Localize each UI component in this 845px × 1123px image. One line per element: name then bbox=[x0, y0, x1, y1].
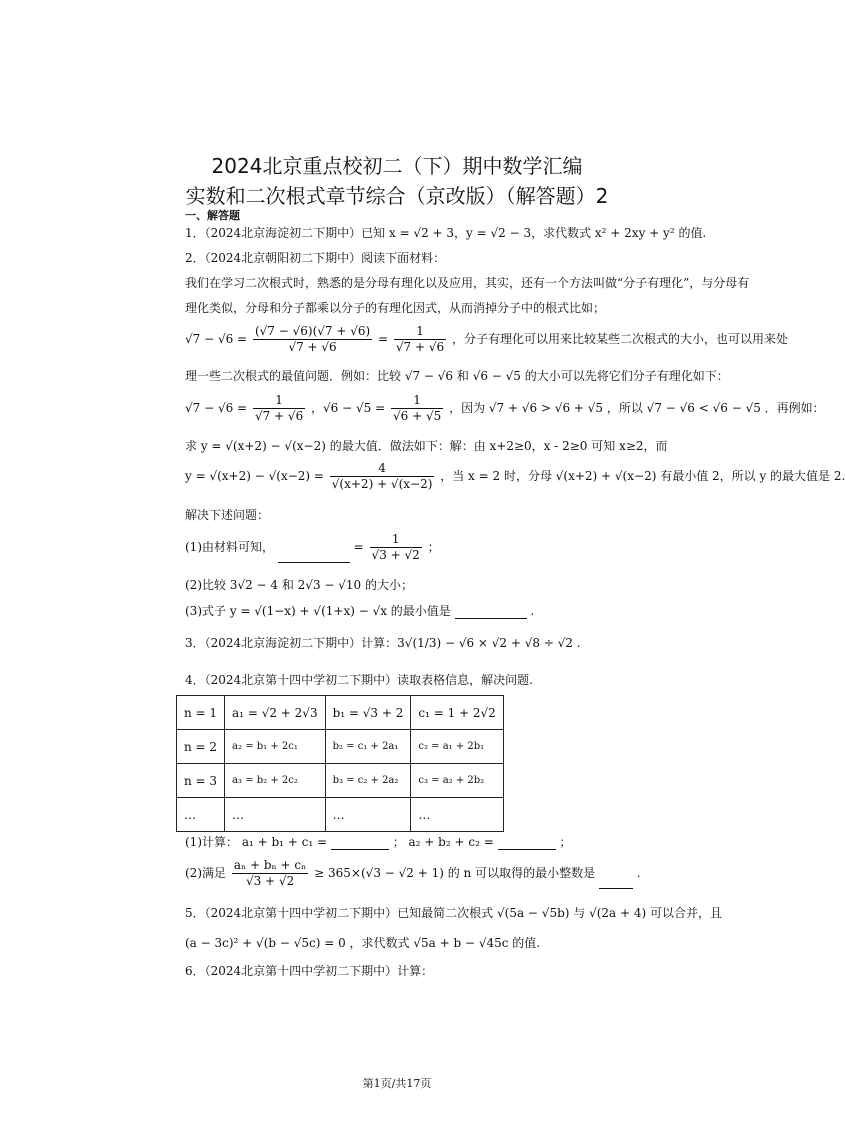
fraction-denominator: √7 + √6 bbox=[254, 409, 304, 423]
table-row bbox=[177, 696, 504, 730]
answer-blank[interactable] bbox=[498, 837, 556, 850]
fraction-denominator: √6 + √5 bbox=[392, 409, 442, 423]
answer-blank[interactable] bbox=[599, 876, 633, 889]
table-cell: … bbox=[325, 798, 411, 832]
table-cell: n = 3 bbox=[177, 764, 225, 798]
equation-1-left: √7 − √6 = bbox=[185, 332, 248, 346]
sub-2-fraction bbox=[232, 858, 309, 889]
fraction-numerator: 1 bbox=[370, 532, 422, 548]
table-row bbox=[177, 764, 504, 798]
table-cell: n = 2 bbox=[177, 730, 225, 764]
section-heading: 一、解答题 bbox=[185, 209, 240, 222]
question-2-paragraph-4: 求 y = √(x+2) − √(x−2) 的最大值．做法如下：解：由 x+2≥0，x - 2≥0 可知 x≥2，而 bbox=[185, 439, 668, 453]
page-title-line-2: 实数和二次根式章节综合（京改版）（解答题）2 bbox=[185, 184, 609, 208]
question-2-paragraph-3: 理一些二次根式的最值问题．例如：比较 √7 − √6 和 √6 − √5 的大小可以先将它们分子有理化如下： bbox=[185, 369, 729, 383]
answer-blank[interactable] bbox=[455, 606, 527, 619]
equation-1-fraction-a bbox=[253, 324, 372, 355]
question-2-paragraph-1: 我们在学习二次根式时，熟悉的是分母有理化以及应用，其实，还有一个方法叫做“分子有理化”，与分母有 bbox=[185, 276, 750, 290]
question-4-heading: 4．（2024北京第十四中学初二下期中）读取表格信息，解决问题. bbox=[185, 673, 533, 687]
equation-1-equals: = bbox=[378, 332, 389, 346]
fraction-numerator: 1 bbox=[253, 393, 305, 409]
table-cell: b₂ = c₁ + 2a₁ bbox=[325, 730, 411, 764]
equation-3-tail: ，当 x = 2 时，分母 √(x+2) + √(x−2) 有最小值 2，所以 y 的最大值是 2. bbox=[440, 469, 845, 483]
sub-1-part-c: ； bbox=[559, 835, 572, 849]
question-1: 1．（2024北京海淀初二下期中）已知 x = √2 + 3，y = √2 − 3，求代数式 x² + 2xy + y² 的值. bbox=[185, 226, 707, 240]
sub-3-prefix: (3)式子 y = √(1−x) + √(1+x) − √x 的最小值是 bbox=[185, 604, 451, 618]
fraction-denominator: √(x+2) + √(x−2) bbox=[331, 477, 433, 491]
answer-blank[interactable] bbox=[331, 837, 389, 850]
question-2-sub-3 bbox=[185, 602, 534, 619]
table-cell: … bbox=[411, 798, 503, 832]
question-5-line-1: 5．（2024北京第十四中学初二下期中）已知最简二次根式 √(5a − √5b) 与 √(2a + 4) 可以合并，且 bbox=[185, 906, 722, 920]
sub-1-fraction bbox=[370, 532, 422, 563]
table-cell: c₁ = 1 + 2√2 bbox=[411, 696, 503, 730]
info-table bbox=[176, 695, 504, 832]
equation-3 bbox=[185, 461, 845, 492]
sub-2-suffix: . bbox=[636, 866, 641, 880]
equation-2-b: ，√6 − √5 = bbox=[311, 401, 386, 415]
equation-2-fraction-a bbox=[253, 393, 305, 424]
answer-blank[interactable] bbox=[278, 550, 350, 563]
equation-3-fraction bbox=[330, 461, 435, 492]
question-6: 6．（2024北京第十四中学初二下期中）计算： bbox=[185, 964, 434, 978]
fraction-denominator: √3 + √2 bbox=[245, 874, 295, 888]
sub-3-suffix: . bbox=[530, 604, 535, 618]
equation-1-fraction-b bbox=[394, 324, 446, 355]
fraction-denominator: √7 + √6 bbox=[288, 340, 337, 354]
table-cell: a₂ = b₁ + 2c₁ bbox=[225, 730, 326, 764]
equation-1-tail: ，分子有理化可以用来比较某些二次根式的大小，也可以用来处 bbox=[451, 332, 788, 346]
page-title-line-1: 2024北京重点校初二（下）期中数学汇编 bbox=[211, 154, 583, 178]
sub-1-equals: = bbox=[353, 540, 364, 554]
table-cell: c₂ = a₁ + 2b₁ bbox=[411, 730, 503, 764]
question-2-paragraph-2: 理化类似，分母和分子都乘以分子的有理化因式，从而消掉分子中的根式比如； bbox=[185, 301, 606, 315]
sub-1-part-b: ； a₂ + b₂ + c₂ = bbox=[392, 835, 494, 849]
table-row bbox=[177, 730, 504, 764]
sub-2-prefix: (2)满足 bbox=[185, 866, 226, 880]
question-2-heading: 2．（2024北京朝阳初二下期中）阅读下面材料： bbox=[185, 251, 446, 265]
question-3: 3．（2024北京海淀初二下期中）计算：3√(1/3) − √6 × √2 + √8 ÷ √2 . bbox=[185, 636, 581, 650]
table-cell: … bbox=[177, 798, 225, 832]
fraction-numerator: (√7 − √6)(√7 + √6) bbox=[254, 324, 371, 338]
fraction-numerator: aₙ + bₙ + cₙ bbox=[233, 858, 307, 872]
table-cell: a₃ = b₂ + 2c₂ bbox=[225, 764, 326, 798]
table-cell: … bbox=[225, 798, 326, 832]
equation-3-left: y = √(x+2) − √(x−2) = bbox=[185, 469, 324, 483]
fraction-numerator: 1 bbox=[394, 324, 446, 340]
table-cell: b₁ = √3 + 2 bbox=[325, 696, 411, 730]
fraction-numerator: 4 bbox=[330, 461, 435, 477]
question-2-sub-1 bbox=[185, 532, 440, 563]
equation-1 bbox=[185, 324, 788, 355]
fraction-denominator: √7 + √6 bbox=[395, 340, 445, 354]
fraction-denominator: √3 + √2 bbox=[371, 548, 420, 562]
equation-2 bbox=[185, 393, 825, 424]
table-cell: n = 1 bbox=[177, 696, 225, 730]
fraction-numerator: 1 bbox=[391, 393, 443, 409]
question-4-sub-1 bbox=[185, 833, 571, 850]
table-cell: c₃ = a₂ + 2b₂ bbox=[411, 764, 503, 798]
equation-2-fraction-b bbox=[391, 393, 443, 424]
sub-1-prefix: (1)由材料可知， bbox=[185, 540, 274, 554]
question-4-sub-2 bbox=[185, 858, 641, 889]
sub-1-part-a: (1)计算： a₁ + b₁ + c₁ = bbox=[185, 835, 328, 849]
table-cell: a₁ = √2 + 2√3 bbox=[225, 696, 326, 730]
question-5-line-2: (a − 3c)² + √(b − √5c) = 0 ，求代数式 √5a + b − √45c 的值. bbox=[185, 936, 541, 950]
table-row bbox=[177, 798, 504, 832]
page-footer: 第1页/共17页 bbox=[362, 1077, 432, 1090]
sub-2-middle: ≥ 365×(√3 − √2 + 1) 的 n 可以取得的最小整数是 bbox=[314, 866, 596, 880]
table-cell: b₃ = c₂ + 2a₂ bbox=[325, 764, 411, 798]
equation-2-a: √7 − √6 = bbox=[185, 401, 248, 415]
sub-1-suffix: ； bbox=[427, 540, 440, 554]
question-2-sub-2: (2)比较 3√2 − 4 和 2√3 − √10 的大小； bbox=[185, 578, 414, 592]
equation-2-tail: ，因为 √7 + √6 > √6 + √5 ，所以 √7 − √6 < √6 − √5 ．再例如： bbox=[449, 401, 825, 415]
question-2-paragraph-5: 解决下述问题： bbox=[185, 508, 270, 522]
